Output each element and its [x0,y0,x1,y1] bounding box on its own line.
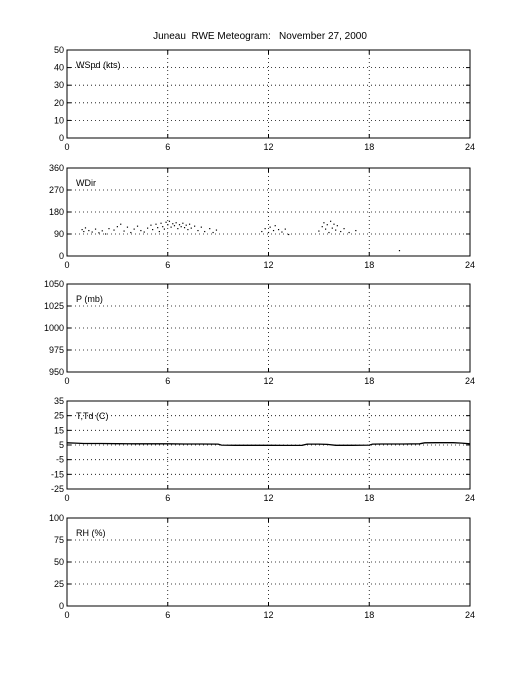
x-tick-label: 24 [464,610,476,620]
data-point [98,232,99,233]
data-point [265,228,266,229]
y-tick-label: 10 [53,115,64,126]
data-point [134,229,135,230]
x-tick-label: 0 [64,142,70,152]
data-point [184,227,185,228]
data-point [95,229,96,230]
data-point [182,223,183,224]
data-point [201,227,202,228]
data-point [212,232,213,233]
panel-label: T,Td (C) [76,411,109,421]
y-tick-label: 20 [53,97,64,108]
x-tick-label: 12 [263,260,274,270]
data-point [92,231,93,232]
data-point [273,230,274,231]
x-tick-label: 6 [165,376,171,386]
x-tick-label: 18 [364,493,375,503]
y-tick-label: 25 [53,579,64,589]
data-point [155,224,156,225]
x-tick-label: 24 [464,260,476,270]
data-point [323,222,324,223]
data-point [186,225,187,226]
data-point [167,224,168,225]
data-point [340,231,341,232]
y-tick-label: 75 [53,535,64,545]
y-tick-label: 50 [53,557,64,567]
data-point [123,230,124,231]
data-point [83,231,84,232]
data-point [181,226,182,227]
panel-4 [49,513,475,620]
data-point [328,232,329,233]
data-point [343,228,344,229]
y-tick-label: 1000 [43,323,64,333]
data-point [209,228,210,229]
x-tick-label: 12 [263,493,274,503]
data-point [102,230,103,231]
data-point [162,226,163,227]
data-point [171,227,172,228]
y-tick-label: -5 [55,454,64,465]
y-tick-label: 0 [58,601,64,611]
data-point [160,223,161,224]
data-point [355,230,356,231]
data-point [169,221,170,222]
data-point [197,230,198,231]
data-point [165,222,166,223]
x-tick-label: 18 [364,142,375,152]
panel-label: P (mb) [76,294,103,304]
y-tick-label: 40 [53,62,64,73]
data-point [189,224,190,225]
y-tick-label: 1050 [43,279,64,289]
data-point [88,230,89,231]
data-point [216,229,217,230]
x-tick-label: 0 [64,376,70,386]
data-point [332,228,333,229]
y-tick-label: 30 [53,80,64,91]
panel-3 [51,396,475,503]
y-tick-label: 0 [58,133,64,143]
panel-1 [49,163,475,270]
x-tick-label: 0 [64,610,70,620]
x-tick-label: 6 [165,142,171,152]
panel-2 [44,279,475,386]
y-tick-label: 100 [48,513,64,523]
data-point [204,231,205,232]
data-point [330,221,331,222]
y-tick-label: 25 [53,410,64,421]
data-point [157,227,158,228]
data-point [327,224,328,225]
data-point [191,228,192,229]
x-tick-label: 24 [464,376,476,386]
y-tick-label: -15 [50,469,64,480]
data-point [140,230,141,231]
data-point [333,224,334,225]
y-tick-label: 15 [53,425,64,436]
data-point [335,229,336,230]
data-point [174,225,175,226]
data-point [130,232,131,233]
data-point [120,224,121,225]
panel-label: WSpd (kts) [76,60,121,70]
chart-title: Juneau RWE Meteogram: November 27, 2000 [153,31,367,42]
x-tick-label: 24 [464,493,476,503]
data-point [179,224,180,225]
data-point [108,228,109,229]
data-point [349,232,350,233]
y-tick-label: 0 [58,251,64,261]
x-tick-label: 18 [364,610,375,620]
x-tick-label: 6 [165,610,171,620]
data-point [261,231,262,232]
data-point [285,229,286,230]
y-tick-label: 90 [53,229,64,239]
data-point [318,230,319,231]
x-tick-label: 12 [263,610,274,620]
data-point [117,226,118,227]
data-point [275,225,276,226]
y-tick-label: 50 [53,45,64,55]
y-tick-label: 180 [48,207,64,217]
data-point [144,231,145,232]
y-tick-label: -25 [50,484,64,494]
y-tick-label: 975 [48,345,64,355]
data-point [177,228,178,229]
data-point [399,250,400,251]
data-point [268,232,269,233]
y-tick-label: 1025 [43,301,64,311]
data-point [159,231,160,232]
data-point [150,225,151,226]
data-point [152,229,153,230]
data-point [127,227,128,228]
data-point [137,226,138,227]
x-tick-label: 12 [263,376,274,386]
y-tick-label: 35 [53,396,64,406]
data-point [105,233,106,234]
y-tick-label: 360 [48,163,64,173]
data-point [270,227,271,228]
data-point [281,231,282,232]
data-point [337,225,338,226]
y-tick-label: 950 [48,367,64,377]
x-tick-label: 0 [64,260,70,270]
data-point [85,227,86,228]
data-point [322,226,323,227]
panel-label: WDir [76,178,96,188]
x-tick-label: 6 [165,493,171,503]
data-point [172,223,173,224]
data-point [325,229,326,230]
data-point [113,229,114,230]
x-tick-label: 24 [464,142,476,152]
data-point [288,234,289,235]
data-point [176,222,177,223]
x-tick-label: 18 [364,376,375,386]
data-point [194,226,195,227]
data-point [164,229,165,230]
x-tick-label: 12 [263,142,274,152]
data-point [82,229,83,230]
data-point [187,229,188,230]
data-point [147,228,148,229]
panel-label: RH (%) [76,528,106,538]
x-tick-label: 0 [64,493,70,503]
panel-0 [54,45,475,152]
x-tick-label: 18 [364,260,375,270]
y-tick-label: 5 [58,440,64,450]
x-tick-label: 6 [165,260,171,270]
y-tick-label: 270 [48,185,64,195]
data-point [278,229,279,230]
